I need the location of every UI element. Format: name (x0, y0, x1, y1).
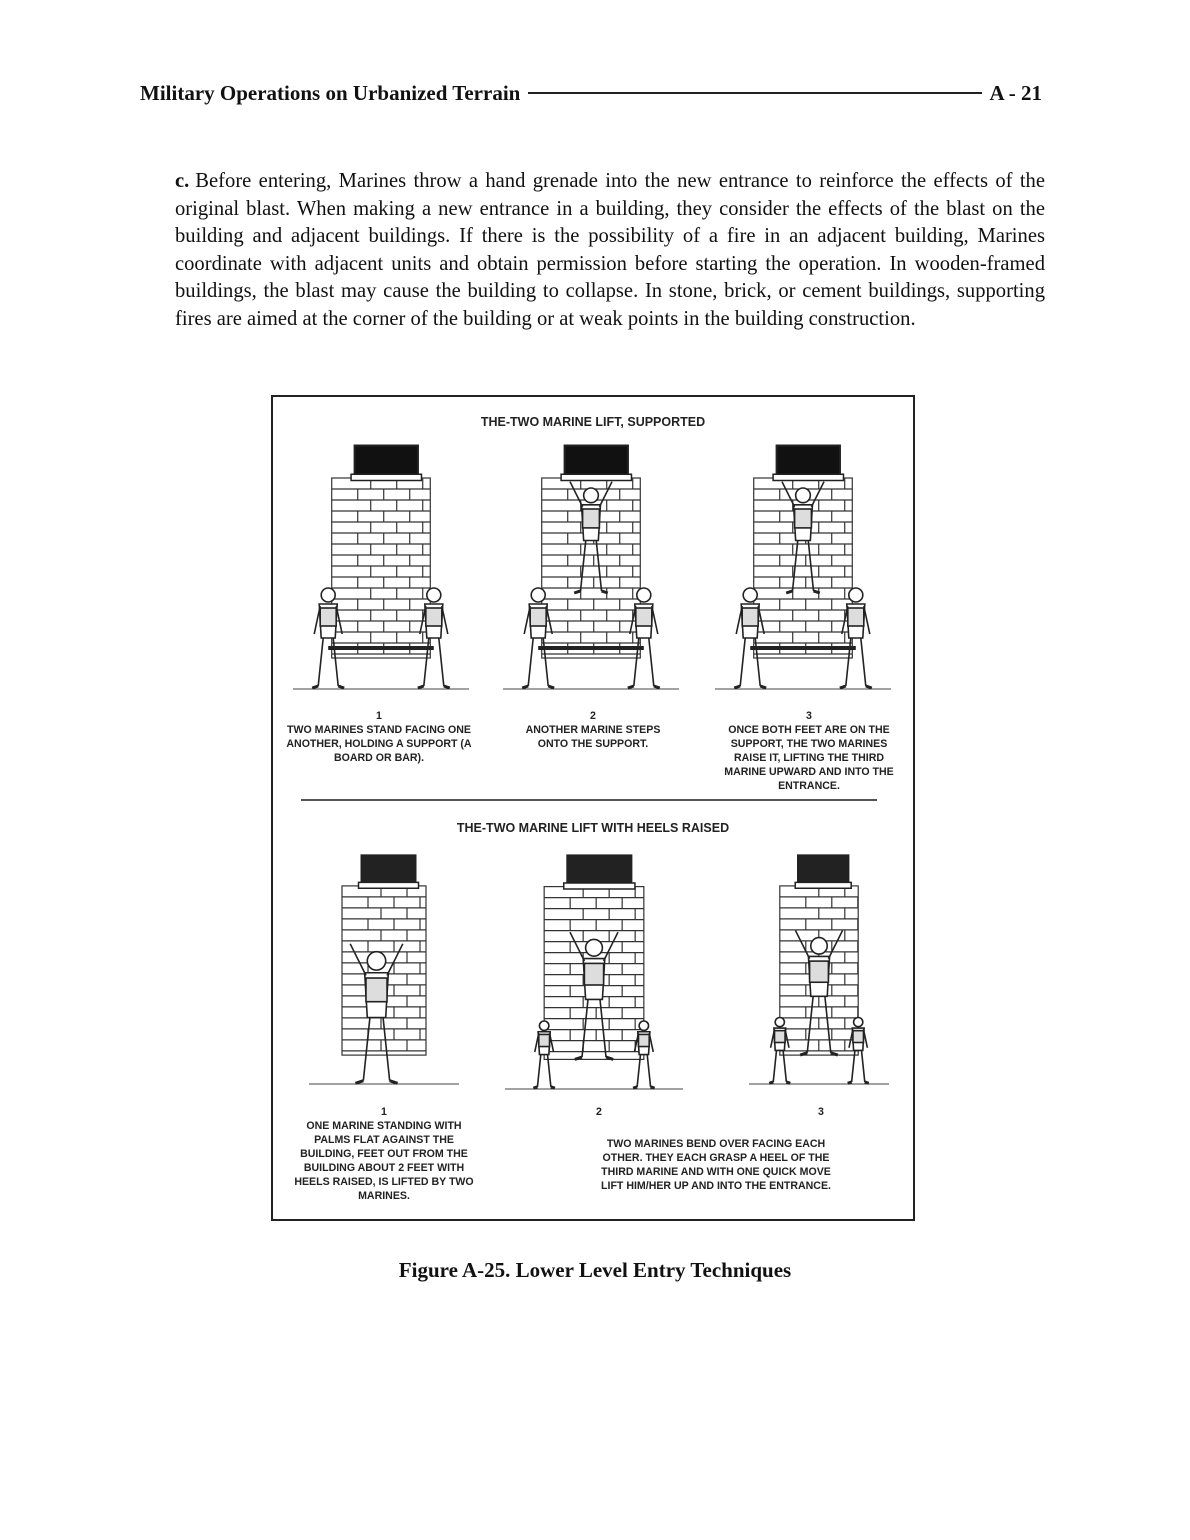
section1-title: THE-TWO MARINE LIFT, SUPPORTED (480, 415, 706, 429)
brick-wall-two-marines-holding-board (293, 443, 469, 693)
step-number: 3 (806, 710, 812, 722)
illustration-supported-step2 (503, 443, 679, 693)
brick-wall-marines-grasping-heels (505, 853, 683, 1093)
illustration-heels-step2 (505, 853, 683, 1093)
paragraph-label: c. (175, 170, 190, 192)
illustration-heels-step1 (309, 853, 459, 1088)
illustration-supported-step1 (293, 443, 469, 693)
brick-wall-marine-raised-into-window (715, 443, 891, 693)
brick-wall (332, 478, 431, 658)
step-number: 1 (381, 1106, 387, 1118)
step-text: ONE MARINE STANDING WITH PALMS FLAT AGAINST THE BUILDING, FEET OUT FROM THE BUILDING ABOUT 2 FEET WITH HEELS RAISED, IS LIFTED BY TWO MARINES. (294, 1120, 474, 1202)
page-number: A - 21 (989, 80, 1042, 105)
supported-step3-caption (721, 709, 897, 793)
step-text: ONCE BOTH FEET ARE ON THE SUPPORT, THE TWO MARINES RAISE IT, LIFTING THE THIRD MARINE UPWARD AND INTO THE ENTRANCE. (724, 724, 894, 792)
heels-step3-number: 3 (818, 1106, 824, 1118)
illustration-heels-step3 (749, 853, 889, 1088)
window (351, 446, 421, 481)
illustration-supported-step3 (715, 443, 891, 693)
brick-wall-marine-palms-flat (309, 853, 459, 1088)
window (773, 446, 843, 481)
brick-wall-marine-lifted-into-window (749, 853, 889, 1088)
paragraph-text: Before entering, Marines throw a hand grenade into the new entrance to reinforce the effects of the original blast. When making a new entrance in a building, they consider the effects of the blast on the building and adjacent buildings. If there is the possibility of a fire in an adjacent building, Marines coordinate with adjacent units and obtain permission before starting the operation. In wooden-framed buildings, the blast may cause the building to collapse. In stone, brick, or cement buildings, supporting fires are aimed at the corner of the building or at weak points in the building construction. (175, 170, 1045, 330)
figure-caption: Figure A-25. Lower Level Entry Techniques (398, 1258, 792, 1282)
window (359, 855, 419, 888)
document-title: Military Operations on Urbanized Terrain (140, 80, 521, 105)
heels-shared-caption: TWO MARINES BEND OVER FACING EACH OTHER. THEY EACH GRASP A HEEL OF THE THIRD MARINE AND WITH ONE QUICK MOVE LIFT HIM/HER UP AND INTO THE ENTRANCE. (601, 1138, 831, 1192)
window (564, 855, 635, 889)
body-paragraph (175, 168, 1045, 334)
heels-step1-caption (289, 1105, 479, 1203)
supported-step2-caption (513, 709, 673, 751)
window (795, 855, 851, 888)
step-text: TWO MARINES STAND FACING ONE ANOTHER, HOLDING A SUPPORT (A BOARD OR BAR). (286, 724, 472, 764)
heels-step2-number: 2 (596, 1106, 602, 1118)
section-divider (301, 799, 877, 801)
section2-title: THE-TWO MARINE LIFT WITH HEELS RAISED (456, 821, 730, 835)
step-number: 2 (590, 710, 596, 722)
brick-wall-marine-stepping-onto-board (503, 443, 679, 693)
window (561, 446, 631, 481)
running-header (140, 78, 1042, 108)
step-text: ANOTHER MARINE STEPS ONTO THE SUPPORT. (525, 724, 661, 750)
figure-frame (271, 395, 915, 1221)
supported-step1-caption (279, 709, 479, 765)
header-rule (528, 92, 981, 94)
step-number: 1 (376, 710, 382, 722)
